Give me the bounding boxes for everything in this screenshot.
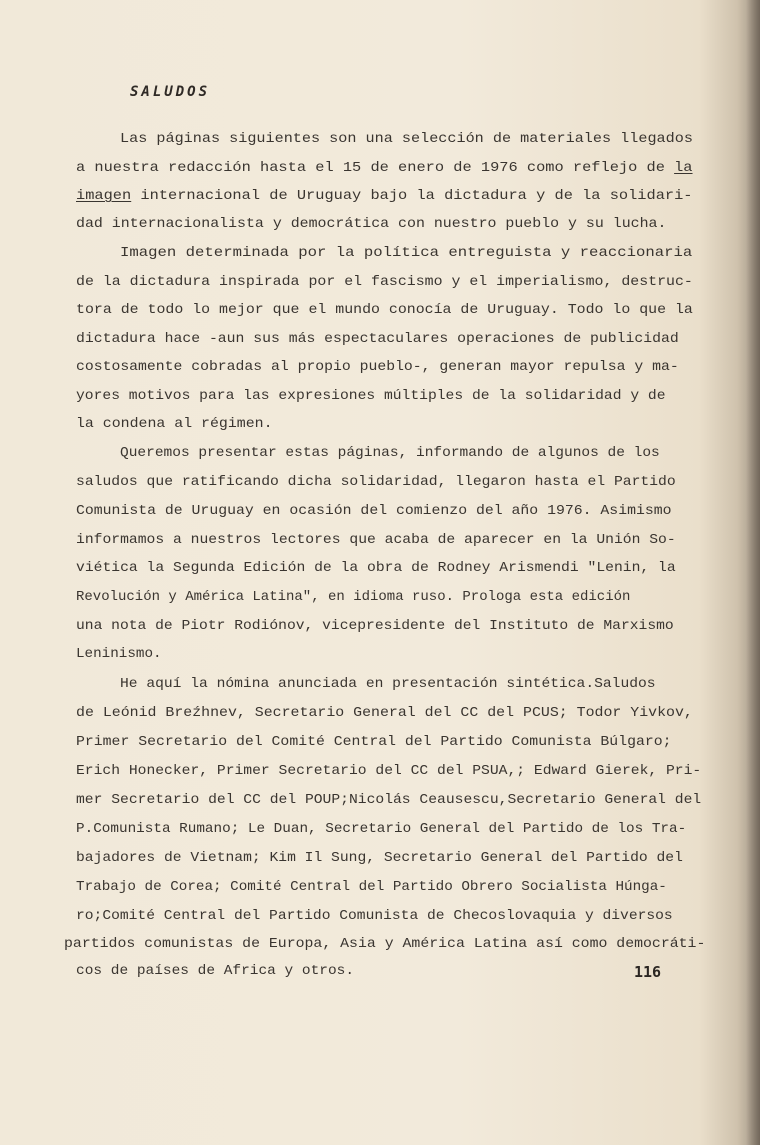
text-line: Comunista de Uruguay en ocasión del comienzo del año 1976. Asimismo bbox=[76, 504, 672, 519]
text-line: yores motivos para las expresiones múltiples de la solidaridad y de bbox=[76, 389, 666, 404]
section-heading: SALUDOS bbox=[130, 84, 211, 100]
text-line: a nuestra redacción hasta el 15 de enero de 1976 como reflejo de la bbox=[76, 161, 693, 176]
text-line: mer Secretario del CC del POUP;Nicolás Ceausescu,Secretario General del bbox=[76, 793, 702, 808]
text-line: imagen internacional de Uruguay bajo la dictadura y de la solidari- bbox=[76, 189, 693, 204]
text-line: Trabajo de Corea; Comité Central del Partido Obrero Socialista Húnga- bbox=[76, 880, 667, 895]
text-line: informamos a nuestros lectores que acaba de aparecer en la Unión So- bbox=[76, 533, 676, 548]
text-line: cos de países de Africa y otros. bbox=[76, 964, 355, 979]
text-line: de Leónid Breźhnev, Secretario General del CC del PCUS; Todor Yivkov, bbox=[76, 706, 693, 721]
text-line: viética la Segunda Edición de la obra de Rodney Arismendi "Lenin, la bbox=[76, 561, 676, 576]
text-line: tora de todo lo mejor que el mundo conocía de Uruguay. Todo lo que la bbox=[76, 303, 693, 318]
text-line: Imagen determinada por la política entreguista y reaccionaria bbox=[120, 246, 693, 261]
text-line: Las páginas siguientes son una selección de materiales llegados bbox=[120, 132, 693, 147]
text-line: Revolución y América Latina", en idioma ruso. Prologa esta edición bbox=[76, 590, 631, 605]
text-line: Primer Secretario del Comité Central del Partido Comunista Búlgaro; bbox=[76, 735, 672, 750]
text-line: partidos comunistas de Europa, Asia y América Latina así como democráti- bbox=[64, 937, 706, 952]
text-line: ro;Comité Central del Partido Comunista de Checoslovaquia y diversos bbox=[76, 909, 673, 924]
text-line: Leninismo. bbox=[76, 647, 162, 662]
book-spine-shadow bbox=[746, 0, 760, 1145]
page-number: 116 bbox=[634, 963, 662, 981]
text-line: una nota de Piotr Rodiónov, vicepresidente del Instituto de Marxismo bbox=[76, 619, 674, 634]
text-line: dictadura hace -aun sus más espectaculares operaciones de publicidad bbox=[76, 332, 679, 347]
text-line: la condena al régimen. bbox=[76, 417, 273, 432]
text-line: bajadores de Vietnam; Kim Il Sung, Secretario General del Partido del bbox=[76, 851, 683, 866]
text-line: de la dictadura inspirada por el fascismo y el imperialismo, destruc- bbox=[76, 275, 693, 290]
text-line: saludos que ratificando dicha solidaridad, llegaron hasta el Partido bbox=[76, 475, 676, 490]
text-line: dad internacionalista y democrática con nuestro pueblo y su lucha. bbox=[76, 217, 667, 232]
text-line: P.Comunista Rumano; Le Duan, Secretario General del Partido de los Tra- bbox=[76, 822, 687, 837]
text-line: Erich Honecker, Primer Secretario del CC del PSUA,; Edward Gierek, Pri- bbox=[76, 764, 702, 779]
text-line: Queremos presentar estas páginas, informando de algunos de los bbox=[120, 446, 660, 461]
text-line: costosamente cobradas al propio pueblo-, generan mayor repulsa y ma- bbox=[76, 360, 679, 375]
text-line: He aquí la nómina anunciada en presentación sintética.Saludos bbox=[120, 677, 656, 692]
